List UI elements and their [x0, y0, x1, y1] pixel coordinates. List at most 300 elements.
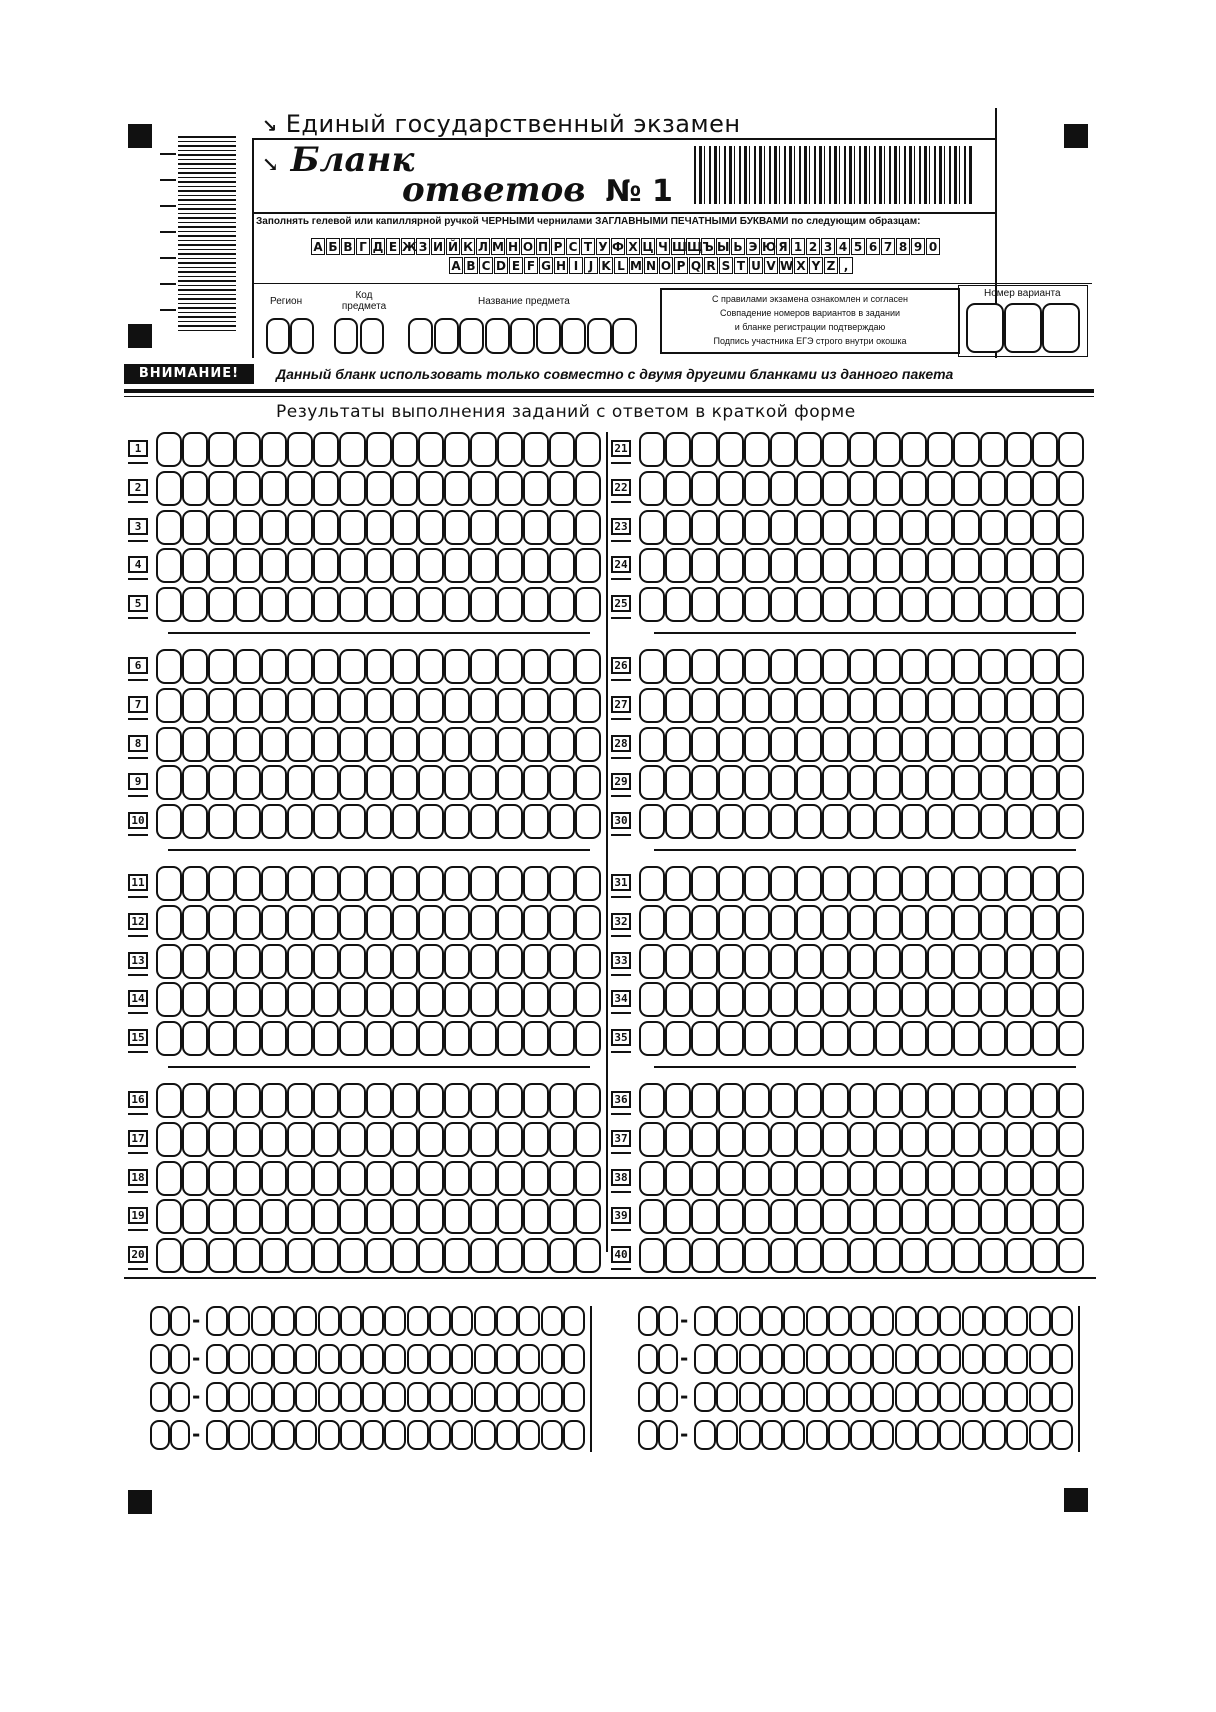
answer-cell[interactable]	[1032, 587, 1058, 622]
answer-cell[interactable]	[639, 649, 665, 684]
answer-cell[interactable]	[665, 905, 691, 940]
answer-cell[interactable]	[770, 510, 796, 545]
replacement-cell[interactable]	[451, 1420, 473, 1450]
answer-cell[interactable]	[444, 727, 470, 762]
answer-cell[interactable]	[156, 548, 182, 583]
answer-cell[interactable]	[287, 649, 313, 684]
answer-cell[interactable]	[366, 944, 392, 979]
answer-cell[interactable]	[523, 905, 549, 940]
replacement-cell[interactable]	[1051, 1420, 1073, 1450]
answer-cell[interactable]	[953, 944, 979, 979]
answer-cell[interactable]	[444, 587, 470, 622]
answer-cell[interactable]	[235, 765, 261, 800]
answer-cell[interactable]	[639, 587, 665, 622]
answer-cell[interactable]	[235, 1083, 261, 1118]
answer-cell[interactable]	[953, 471, 979, 506]
answer-cell[interactable]	[691, 1083, 717, 1118]
answer-cell[interactable]	[744, 982, 770, 1017]
answer-cell[interactable]	[691, 510, 717, 545]
replacement-cell[interactable]	[362, 1306, 384, 1336]
answer-cell[interactable]	[849, 905, 875, 940]
answer-cell[interactable]	[523, 982, 549, 1017]
answer-cell[interactable]	[665, 1238, 691, 1273]
answer-cell[interactable]	[261, 510, 287, 545]
answer-cell[interactable]	[497, 649, 523, 684]
answer-cell[interactable]	[1058, 905, 1084, 940]
answer-cell[interactable]	[392, 944, 418, 979]
answer-cell[interactable]	[497, 905, 523, 940]
replacement-cell[interactable]	[895, 1344, 917, 1374]
answer-cell[interactable]	[849, 432, 875, 467]
answer-cell[interactable]	[953, 905, 979, 940]
replacement-cell[interactable]	[939, 1344, 961, 1374]
answer-cell[interactable]	[875, 1161, 901, 1196]
answer-cell[interactable]	[718, 866, 744, 901]
answer-cell[interactable]	[235, 1161, 261, 1196]
answer-cell[interactable]	[822, 866, 848, 901]
replacement-cell[interactable]	[429, 1344, 451, 1374]
answer-cell[interactable]	[182, 1021, 208, 1056]
answer-cell[interactable]	[796, 1122, 822, 1157]
answer-cell[interactable]	[444, 649, 470, 684]
answer-cell[interactable]	[235, 587, 261, 622]
answer-cell[interactable]	[1006, 944, 1032, 979]
answer-cell[interactable]	[444, 548, 470, 583]
answer-cell[interactable]	[1032, 649, 1058, 684]
replacement-cell[interactable]	[407, 1382, 429, 1412]
answer-cell[interactable]	[418, 866, 444, 901]
answer-cell[interactable]	[901, 1199, 927, 1234]
answer-cell[interactable]	[744, 765, 770, 800]
answer-cell[interactable]	[156, 1199, 182, 1234]
answer-cell[interactable]	[980, 905, 1006, 940]
replacement-cell[interactable]	[761, 1344, 783, 1374]
replacement-cell[interactable]	[716, 1420, 738, 1450]
replacement-cell[interactable]	[474, 1420, 496, 1450]
answer-cell[interactable]	[235, 1021, 261, 1056]
answer-cell[interactable]	[444, 804, 470, 839]
replacement-cell[interactable]	[541, 1344, 563, 1374]
replacement-number-cell[interactable]	[170, 1382, 190, 1412]
answer-cell[interactable]	[156, 1161, 182, 1196]
answer-cell[interactable]	[1058, 688, 1084, 723]
answer-cell[interactable]	[339, 548, 365, 583]
subject-name-box[interactable]	[587, 318, 612, 354]
answer-cell[interactable]	[366, 1021, 392, 1056]
answer-cell[interactable]	[575, 510, 601, 545]
answer-cell[interactable]	[208, 982, 234, 1017]
answer-cell[interactable]	[744, 1199, 770, 1234]
replacement-cell[interactable]	[340, 1344, 362, 1374]
answer-cell[interactable]	[927, 1238, 953, 1273]
answer-cell[interactable]	[1058, 471, 1084, 506]
answer-cell[interactable]	[523, 727, 549, 762]
answer-cell[interactable]	[156, 510, 182, 545]
answer-cell[interactable]	[392, 548, 418, 583]
replacement-cell[interactable]	[295, 1344, 317, 1374]
answer-cell[interactable]	[953, 688, 979, 723]
answer-cell[interactable]	[287, 587, 313, 622]
replacement-cell[interactable]	[828, 1344, 850, 1374]
answer-cell[interactable]	[261, 944, 287, 979]
answer-cell[interactable]	[665, 688, 691, 723]
answer-cell[interactable]	[313, 548, 339, 583]
answer-cell[interactable]	[639, 866, 665, 901]
answer-cell[interactable]	[182, 688, 208, 723]
answer-cell[interactable]	[744, 432, 770, 467]
answer-cell[interactable]	[875, 548, 901, 583]
answer-cell[interactable]	[770, 471, 796, 506]
answer-cell[interactable]	[497, 688, 523, 723]
answer-cell[interactable]	[549, 688, 575, 723]
replacement-cell[interactable]	[1006, 1382, 1028, 1412]
answer-cell[interactable]	[744, 1238, 770, 1273]
answer-cell[interactable]	[1006, 587, 1032, 622]
replacement-cell[interactable]	[850, 1420, 872, 1450]
replacement-cell[interactable]	[340, 1420, 362, 1450]
answer-cell[interactable]	[1032, 765, 1058, 800]
answer-cell[interactable]	[444, 866, 470, 901]
answer-cell[interactable]	[261, 1122, 287, 1157]
answer-cell[interactable]	[980, 688, 1006, 723]
answer-cell[interactable]	[953, 510, 979, 545]
answer-cell[interactable]	[1006, 510, 1032, 545]
answer-cell[interactable]	[339, 587, 365, 622]
answer-cell[interactable]	[575, 727, 601, 762]
answer-cell[interactable]	[822, 649, 848, 684]
answer-cell[interactable]	[665, 1122, 691, 1157]
answer-cell[interactable]	[392, 688, 418, 723]
answer-cell[interactable]	[366, 471, 392, 506]
replacement-cell[interactable]	[917, 1344, 939, 1374]
answer-cell[interactable]	[470, 804, 496, 839]
answer-cell[interactable]	[849, 1083, 875, 1118]
answer-cell[interactable]	[470, 587, 496, 622]
answer-cell[interactable]	[639, 548, 665, 583]
answer-cell[interactable]	[927, 944, 953, 979]
answer-cell[interactable]	[1006, 1122, 1032, 1157]
answer-cell[interactable]	[418, 982, 444, 1017]
answer-cell[interactable]	[313, 765, 339, 800]
replacement-cell[interactable]	[984, 1306, 1006, 1336]
variant-box-1[interactable]	[966, 303, 1004, 353]
answer-cell[interactable]	[313, 649, 339, 684]
answer-cell[interactable]	[339, 510, 365, 545]
answer-cell[interactable]	[639, 765, 665, 800]
answer-cell[interactable]	[744, 471, 770, 506]
answer-cell[interactable]	[901, 1021, 927, 1056]
answer-cell[interactable]	[497, 548, 523, 583]
replacement-number-cell[interactable]	[638, 1306, 658, 1336]
answer-cell[interactable]	[691, 548, 717, 583]
answer-cell[interactable]	[575, 1238, 601, 1273]
answer-cell[interactable]	[208, 765, 234, 800]
answer-cell[interactable]	[744, 1083, 770, 1118]
answer-cell[interactable]	[901, 982, 927, 1017]
answer-cell[interactable]	[313, 804, 339, 839]
subject-code-box-1[interactable]	[334, 318, 358, 354]
answer-cell[interactable]	[261, 649, 287, 684]
answer-cell[interactable]	[182, 1199, 208, 1234]
answer-cell[interactable]	[549, 1238, 575, 1273]
answer-cell[interactable]	[418, 765, 444, 800]
answer-cell[interactable]	[770, 944, 796, 979]
answer-cell[interactable]	[770, 688, 796, 723]
replacement-cell[interactable]	[407, 1306, 429, 1336]
answer-cell[interactable]	[339, 804, 365, 839]
answer-cell[interactable]	[497, 432, 523, 467]
answer-cell[interactable]	[744, 688, 770, 723]
answer-cell[interactable]	[1058, 510, 1084, 545]
answer-cell[interactable]	[718, 688, 744, 723]
answer-cell[interactable]	[718, 982, 744, 1017]
answer-cell[interactable]	[691, 432, 717, 467]
answer-cell[interactable]	[392, 432, 418, 467]
answer-cell[interactable]	[718, 471, 744, 506]
answer-cell[interactable]	[287, 804, 313, 839]
answer-cell[interactable]	[392, 1083, 418, 1118]
replacement-cell[interactable]	[206, 1306, 228, 1336]
replacement-cell[interactable]	[761, 1382, 783, 1412]
answer-cell[interactable]	[1058, 432, 1084, 467]
answer-cell[interactable]	[549, 866, 575, 901]
answer-cell[interactable]	[235, 510, 261, 545]
answer-cell[interactable]	[392, 587, 418, 622]
answer-cell[interactable]	[822, 1199, 848, 1234]
replacement-cell[interactable]	[739, 1382, 761, 1412]
answer-cell[interactable]	[418, 1161, 444, 1196]
answer-cell[interactable]	[849, 944, 875, 979]
answer-cell[interactable]	[953, 765, 979, 800]
answer-cell[interactable]	[444, 510, 470, 545]
answer-cell[interactable]	[901, 1161, 927, 1196]
answer-cell[interactable]	[1032, 510, 1058, 545]
replacement-cell[interactable]	[451, 1382, 473, 1412]
answer-cell[interactable]	[770, 727, 796, 762]
answer-cell[interactable]	[691, 982, 717, 1017]
answer-cell[interactable]	[822, 1122, 848, 1157]
answer-cell[interactable]	[261, 432, 287, 467]
replacement-cell[interactable]	[251, 1306, 273, 1336]
answer-cell[interactable]	[875, 982, 901, 1017]
answer-cell[interactable]	[261, 765, 287, 800]
answer-cell[interactable]	[156, 471, 182, 506]
answer-cell[interactable]	[523, 765, 549, 800]
answer-cell[interactable]	[366, 1199, 392, 1234]
answer-cell[interactable]	[418, 944, 444, 979]
answer-cell[interactable]	[691, 727, 717, 762]
replacement-number-cell[interactable]	[170, 1306, 190, 1336]
answer-cell[interactable]	[208, 548, 234, 583]
answer-cell[interactable]	[235, 649, 261, 684]
answer-cell[interactable]	[770, 1083, 796, 1118]
answer-cell[interactable]	[953, 727, 979, 762]
answer-cell[interactable]	[339, 944, 365, 979]
answer-cell[interactable]	[796, 866, 822, 901]
answer-cell[interactable]	[523, 432, 549, 467]
answer-cell[interactable]	[718, 1021, 744, 1056]
answer-cell[interactable]	[313, 688, 339, 723]
replacement-cell[interactable]	[541, 1420, 563, 1450]
answer-cell[interactable]	[875, 1021, 901, 1056]
answer-cell[interactable]	[953, 1083, 979, 1118]
answer-cell[interactable]	[392, 765, 418, 800]
answer-cell[interactable]	[980, 649, 1006, 684]
answer-cell[interactable]	[523, 1161, 549, 1196]
answer-cell[interactable]	[470, 471, 496, 506]
answer-cell[interactable]	[1006, 866, 1032, 901]
answer-cell[interactable]	[313, 1199, 339, 1234]
answer-cell[interactable]	[575, 1122, 601, 1157]
answer-cell[interactable]	[901, 471, 927, 506]
replacement-cell[interactable]	[362, 1420, 384, 1450]
answer-cell[interactable]	[1006, 548, 1032, 583]
answer-cell[interactable]	[444, 765, 470, 800]
answer-cell[interactable]	[849, 1238, 875, 1273]
answer-cell[interactable]	[927, 1083, 953, 1118]
answer-cell[interactable]	[718, 1122, 744, 1157]
answer-cell[interactable]	[156, 649, 182, 684]
replacement-cell[interactable]	[318, 1382, 340, 1412]
replacement-cell[interactable]	[563, 1420, 585, 1450]
answer-cell[interactable]	[927, 587, 953, 622]
replacement-cell[interactable]	[917, 1420, 939, 1450]
answer-cell[interactable]	[639, 471, 665, 506]
answer-cell[interactable]	[691, 804, 717, 839]
replacement-cell[interactable]	[496, 1420, 518, 1450]
answer-cell[interactable]	[875, 866, 901, 901]
variant-box-2[interactable]	[1004, 303, 1042, 353]
answer-cell[interactable]	[901, 1083, 927, 1118]
replacement-cell[interactable]	[739, 1306, 761, 1336]
replacement-cell[interactable]	[1006, 1306, 1028, 1336]
replacement-cell[interactable]	[850, 1382, 872, 1412]
answer-cell[interactable]	[849, 727, 875, 762]
answer-cell[interactable]	[497, 1122, 523, 1157]
answer-cell[interactable]	[392, 510, 418, 545]
answer-cell[interactable]	[770, 982, 796, 1017]
answer-cell[interactable]	[901, 649, 927, 684]
replacement-number-cell[interactable]	[658, 1344, 678, 1374]
answer-cell[interactable]	[796, 1161, 822, 1196]
variant-box-3[interactable]	[1042, 303, 1080, 353]
answer-cell[interactable]	[497, 471, 523, 506]
answer-cell[interactable]	[235, 905, 261, 940]
replacement-cell[interactable]	[739, 1420, 761, 1450]
replacement-cell[interactable]	[1029, 1344, 1051, 1374]
answer-cell[interactable]	[470, 548, 496, 583]
answer-cell[interactable]	[497, 510, 523, 545]
answer-cell[interactable]	[418, 688, 444, 723]
answer-cell[interactable]	[718, 432, 744, 467]
answer-cell[interactable]	[392, 471, 418, 506]
answer-cell[interactable]	[980, 765, 1006, 800]
answer-cell[interactable]	[523, 548, 549, 583]
answer-cell[interactable]	[366, 587, 392, 622]
answer-cell[interactable]	[392, 1199, 418, 1234]
answer-cell[interactable]	[523, 1122, 549, 1157]
answer-cell[interactable]	[418, 548, 444, 583]
answer-cell[interactable]	[287, 982, 313, 1017]
replacement-number-cell[interactable]	[170, 1344, 190, 1374]
answer-cell[interactable]	[497, 804, 523, 839]
answer-cell[interactable]	[470, 866, 496, 901]
replacement-cell[interactable]	[273, 1382, 295, 1412]
answer-cell[interactable]	[313, 1122, 339, 1157]
answer-cell[interactable]	[366, 1122, 392, 1157]
replacement-cell[interactable]	[340, 1382, 362, 1412]
replacement-cell[interactable]	[872, 1420, 894, 1450]
answer-cell[interactable]	[875, 510, 901, 545]
answer-cell[interactable]	[1032, 905, 1058, 940]
answer-cell[interactable]	[366, 548, 392, 583]
answer-cell[interactable]	[639, 944, 665, 979]
answer-cell[interactable]	[1058, 944, 1084, 979]
answer-cell[interactable]	[313, 1238, 339, 1273]
answer-cell[interactable]	[1058, 866, 1084, 901]
answer-cell[interactable]	[980, 548, 1006, 583]
answer-cell[interactable]	[770, 905, 796, 940]
answer-cell[interactable]	[1006, 1238, 1032, 1273]
answer-cell[interactable]	[287, 510, 313, 545]
answer-cell[interactable]	[549, 905, 575, 940]
answer-cell[interactable]	[953, 1161, 979, 1196]
answer-cell[interactable]	[497, 1199, 523, 1234]
answer-cell[interactable]	[691, 1122, 717, 1157]
answer-cell[interactable]	[822, 982, 848, 1017]
answer-cell[interactable]	[523, 944, 549, 979]
replacement-cell[interactable]	[496, 1344, 518, 1374]
answer-cell[interactable]	[744, 587, 770, 622]
answer-cell[interactable]	[182, 866, 208, 901]
answer-cell[interactable]	[156, 905, 182, 940]
answer-cell[interactable]	[366, 982, 392, 1017]
replacement-cell[interactable]	[1029, 1382, 1051, 1412]
answer-cell[interactable]	[875, 944, 901, 979]
answer-cell[interactable]	[575, 587, 601, 622]
answer-cell[interactable]	[953, 982, 979, 1017]
answer-cell[interactable]	[261, 727, 287, 762]
replacement-cell[interactable]	[429, 1420, 451, 1450]
answer-cell[interactable]	[287, 432, 313, 467]
replacement-cell[interactable]	[828, 1306, 850, 1336]
answer-cell[interactable]	[549, 510, 575, 545]
replacement-cell[interactable]	[806, 1382, 828, 1412]
answer-cell[interactable]	[744, 866, 770, 901]
replacement-number-cell[interactable]	[150, 1306, 170, 1336]
answer-cell[interactable]	[744, 510, 770, 545]
answer-cell[interactable]	[182, 1122, 208, 1157]
answer-cell[interactable]	[182, 804, 208, 839]
answer-cell[interactable]	[665, 1161, 691, 1196]
replacement-cell[interactable]	[828, 1382, 850, 1412]
answer-cell[interactable]	[444, 471, 470, 506]
answer-cell[interactable]	[182, 432, 208, 467]
replacement-cell[interactable]	[1051, 1382, 1073, 1412]
answer-cell[interactable]	[953, 548, 979, 583]
answer-cell[interactable]	[156, 587, 182, 622]
answer-cell[interactable]	[313, 944, 339, 979]
replacement-cell[interactable]	[273, 1420, 295, 1450]
answer-cell[interactable]	[208, 1122, 234, 1157]
replacement-cell[interactable]	[962, 1382, 984, 1412]
answer-cell[interactable]	[182, 905, 208, 940]
answer-cell[interactable]	[901, 1122, 927, 1157]
answer-cell[interactable]	[235, 982, 261, 1017]
answer-cell[interactable]	[980, 727, 1006, 762]
answer-cell[interactable]	[875, 688, 901, 723]
answer-cell[interactable]	[339, 471, 365, 506]
